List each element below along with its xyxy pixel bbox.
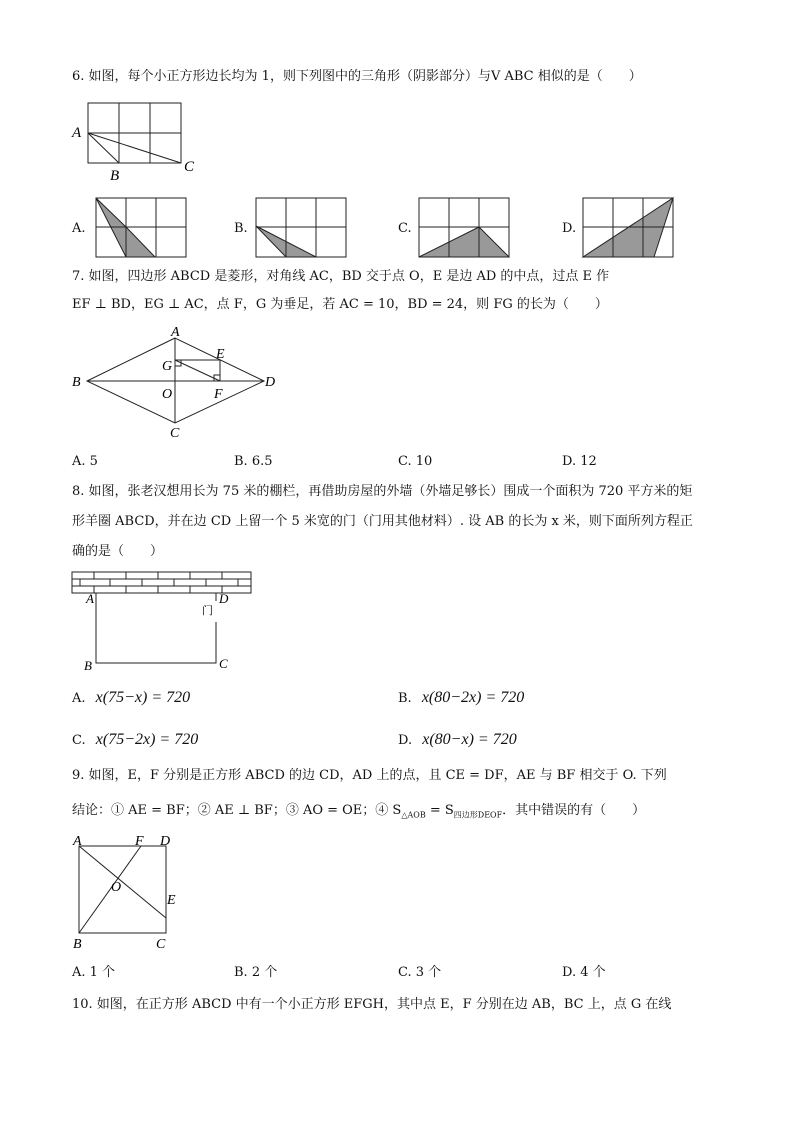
q8-option-c-equation: x(75−2x) = 720 [95,731,199,748]
q6-reference-figure [70,100,200,185]
q8-option-b-equation: x(80−2x) = 720 [421,689,525,706]
q7-option-b[interactable]: B. 6.5 [234,454,273,469]
q9-line2-part2: = S [425,803,454,818]
q7-text-line1: 7. 如图，四边形 ABCD 是菱形，对角线 AC，BD 交于点 O，E 是边 AD 的中点，过点 E 作 [72,269,610,284]
q8-option-d-equation: x(80−x) = 720 [422,731,517,748]
q6-option-d[interactable]: D. [562,221,577,236]
q7-rhombus-figure [68,326,288,442]
q6-option-a[interactable]: A. [72,221,86,236]
q9-line2-part3: ．其中错误的有（ ） [502,803,646,818]
q9-square-figure [70,832,185,950]
q7-option-d[interactable]: D. 12 [562,454,597,469]
q8-door-label: 门 [202,605,213,617]
q10-text-line1: 10. 如图，在正方形 ABCD 中有一个小正方形 EFGH，其中点 E，F 分别在边 AB，BC 上，点 G 在线 [72,997,672,1012]
q7-label-g: G [162,359,173,374]
q6-label-a: A [72,125,82,141]
q8-option-b-letter: B. [398,691,412,706]
q9-subscript-aob: △AOB [401,810,426,820]
q7-label-e: E [216,347,225,362]
q7-label-f: F [214,387,223,402]
q6-option-d-figure [579,196,675,258]
q8-option-a[interactable] [72,689,190,708]
q9-line2-part1: 结论：① AE = BF；② AE ⊥ BF；③ AO = OE；④ S [72,803,402,818]
q8-label-c: C [219,656,228,671]
q8-text-line1: 8. 如图，张老汉想用长为 75 米的棚栏，再借助房屋的外墙（外墙足够长）围成一个面积为 720 平方米的矩 [72,484,693,499]
q7-label-b: B [72,375,81,390]
q7-label-c: C [170,426,180,441]
q8-option-a-letter: A. [72,691,86,706]
q7-option-a[interactable]: A. 5 [72,454,98,469]
q6-option-b-figure [252,196,348,258]
q9-label-e: E [167,893,176,908]
q9-label-c: C [156,937,166,952]
q9-label-a: A [73,834,82,849]
q8-option-a-equation: x(75−x) = 720 [95,689,191,706]
q8-text-line3: 确的是（ ） [72,544,164,559]
q7-label-o: O [162,387,173,402]
q6-option-b[interactable]: B. [234,221,248,236]
q8-option-b[interactable] [398,689,524,708]
q7-label-a: A [171,325,180,340]
q7-option-c[interactable]: C. 10 [398,454,433,469]
q9-option-a[interactable]: A. 1 个 [72,965,116,980]
q8-option-c[interactable] [72,731,198,750]
q9-label-d: D [160,834,171,849]
q6-label-b: B [110,168,120,184]
q7-text-line2: EF ⊥ BD，EG ⊥ AC，点 F，G 为垂足，若 AC = 10，BD = 24，则 FG 的长为（ ） [72,297,608,312]
q9-label-b: B [73,937,82,952]
q8-option-d-letter: D. [398,733,413,748]
q9-text-line1: 9. 如图，E，F 分别是正方形 ABCD 的边 CD，AD 上的点，且 CE = DF，AE 与 BF 相交于 O. 下列 [72,768,667,783]
q8-option-d[interactable] [398,731,517,750]
q6-option-c-figure [415,196,511,258]
q6-option-a-figure [92,196,188,258]
q9-label-o: O [111,880,122,895]
q6-option-c[interactable]: C. [398,221,412,236]
q8-pen-figure [70,570,260,675]
q8-option-c-letter: C. [72,733,86,748]
q7-label-d: D [265,375,276,390]
q6-text: 6. 如图，每个小正方形边长均为 1，则下列图中的三角形（阴影部分）与V ABC 相似的是（ ） [72,69,642,84]
q9-option-d[interactable]: D. 4 个 [562,965,606,980]
q8-label-a: A [86,591,94,606]
q8-label-b: B [84,658,92,673]
q8-label-d: D [219,591,229,606]
q9-text-line2 [72,802,645,825]
q9-label-f: F [135,834,144,849]
q8-text-line2: 形羊圈 ABCD，并在边 CD 上留一个 5 米宽的门（门用其他材料）. 设 AB 的长为 x 米，则下面所列方程正 [72,514,693,529]
q6-label-c: C [184,159,195,175]
q9-subscript-deof: 四边形DEOF [453,810,503,820]
q9-option-b[interactable]: B. 2 个 [234,965,278,980]
q9-option-c[interactable]: C. 3 个 [398,965,442,980]
